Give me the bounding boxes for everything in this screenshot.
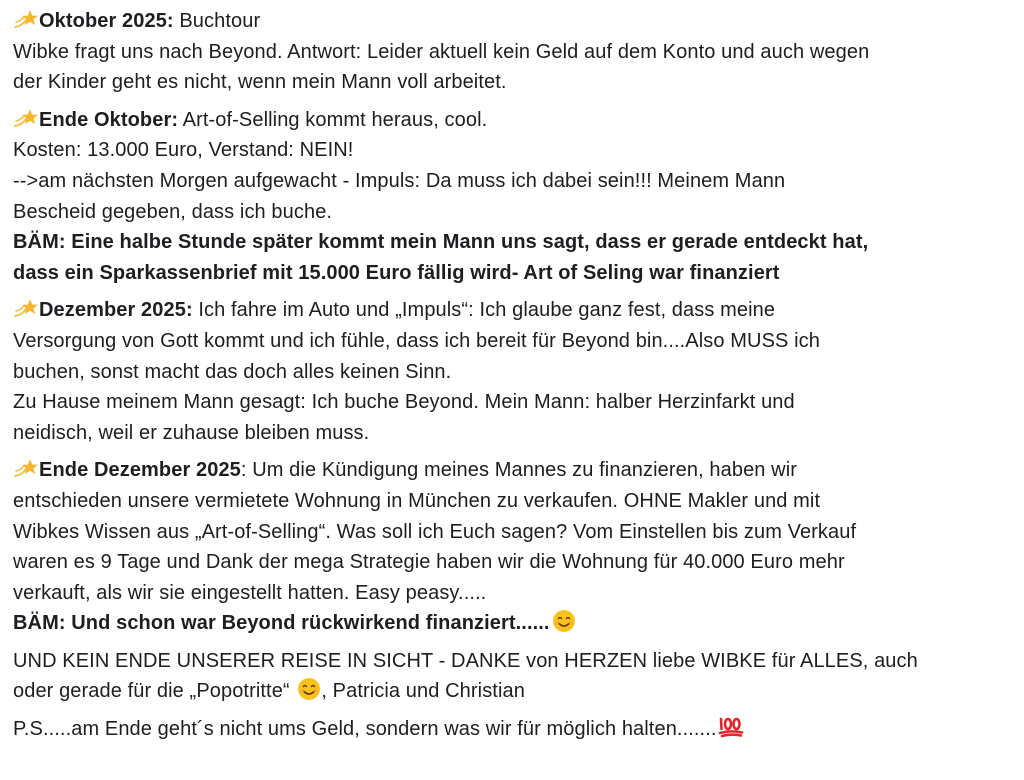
- paragraph-heading: Dezember 2025:: [39, 299, 193, 322]
- paragraph-heading: Ende Dezember 2025: [39, 459, 241, 482]
- bold-text-line: BÄM: Eine halbe Stunde später kommt mein Mann uns sagt, dass er gerade entdeckt hat,: [13, 231, 869, 254]
- text-line: Versorgung von Gott kommt und ich fühle, dass ich bereit für Beyond bin....Also MUSS ich: [13, 329, 820, 352]
- text-line: entschieden unsere vermietete Wohnung in München zu verkaufen. OHNE Makler und mit: [13, 489, 821, 512]
- dizzy-star-icon: [13, 107, 38, 129]
- dizzy-star-icon: [13, 457, 38, 479]
- paragraph-heading: Ende Oktober:: [39, 108, 179, 131]
- bold-text: BÄM: Und schon war Beyond rückwirkend finanziert......: [13, 612, 550, 635]
- text-line: Bescheid gegeben, dass ich buche.: [13, 200, 333, 223]
- paragraph-dezember-2025: [13, 295, 1023, 448]
- paragraph-ende-dezember-2025: [13, 455, 1023, 639]
- text-line: -->am nächsten Morgen aufgewacht - Impuls: Da muss ich dabei sein!!! Meinem Mann: [13, 169, 786, 192]
- paragraph-ps: [13, 714, 1023, 745]
- text: , Patricia und Christian: [321, 680, 525, 703]
- paragraph-oktober-2025: [13, 6, 1023, 98]
- bold-text-line-with-emoji: [13, 608, 1023, 639]
- text-line-with-emoji: [13, 676, 1023, 707]
- text-line: Wibkes Wissen aus „Art-of-Selling“. Was soll ich Euch sagen? Vom Einstellen bis zum Verkauf: [13, 520, 857, 543]
- paragraph-heading: Oktober 2025:: [39, 10, 174, 32]
- paragraph-heading-rest: Buchtour: [173, 10, 261, 32]
- text: oder gerade für die „Popotritte“: [13, 680, 296, 703]
- paragraph-heading-rest: Art-of-Selling kommt heraus, cool.: [178, 108, 488, 131]
- dizzy-star-icon: [13, 297, 38, 319]
- paragraph-heading-line: [13, 295, 1023, 326]
- text-line: UND KEIN ENDE UNSERER REISE IN SICHT - DANKE von HERZEN liebe WIBKE für ALLES, auch: [13, 649, 918, 672]
- hundred-points-icon: [718, 714, 744, 738]
- text-line: Zu Hause meinem Mann gesagt: Ich buche Beyond. Mein Mann: halber Herzinfarkt und: [13, 391, 795, 414]
- paragraph-ende-oktober: [13, 105, 1023, 289]
- text-line: neidisch, weil er zuhause bleiben muss.: [13, 421, 370, 444]
- text-line: Kosten: 13.000 Euro, Verstand: NEIN!: [13, 139, 354, 162]
- smiling-face-icon: [297, 677, 321, 701]
- text-line-with-emoji: [13, 714, 1023, 745]
- paragraph-heading-line: [13, 6, 1023, 37]
- paragraph-danke: [13, 646, 1023, 707]
- text-line: waren es 9 Tage und Dank der mega Strategie haben wir die Wohnung für 40.000 Euro mehr: [13, 551, 845, 574]
- text-line: buchen, sonst macht das doch alles keinen Sinn.: [13, 360, 452, 383]
- text-line: der Kinder geht es nicht, wenn mein Mann voll arbeitet.: [13, 71, 507, 94]
- text: P.S.....am Ende geht´s nicht ums Geld, sondern was wir für möglich halten.......: [13, 718, 717, 741]
- paragraph-heading-line: [13, 105, 1023, 136]
- text-line: verkauft, als wir sie eingestellt hatten. Easy peasy.....: [13, 581, 487, 604]
- text-line: Wibke fragt uns nach Beyond. Antwort: Leider aktuell kein Geld auf dem Konto und auch wegen: [13, 40, 870, 63]
- dizzy-star-icon: [13, 8, 38, 30]
- paragraph-heading-line: [13, 455, 1023, 486]
- paragraph-heading-rest: Ich fahre im Auto und „Impuls“: Ich glaube ganz fest, dass meine: [192, 299, 776, 322]
- smiling-face-icon: [552, 609, 576, 633]
- bold-text-line: dass ein Sparkassenbrief mit 15.000 Euro fällig wird- Art of Seling war finanziert: [13, 261, 780, 284]
- paragraph-heading-rest: : Um die Kündigung meines Mannes zu finanzieren, haben wir: [240, 459, 798, 482]
